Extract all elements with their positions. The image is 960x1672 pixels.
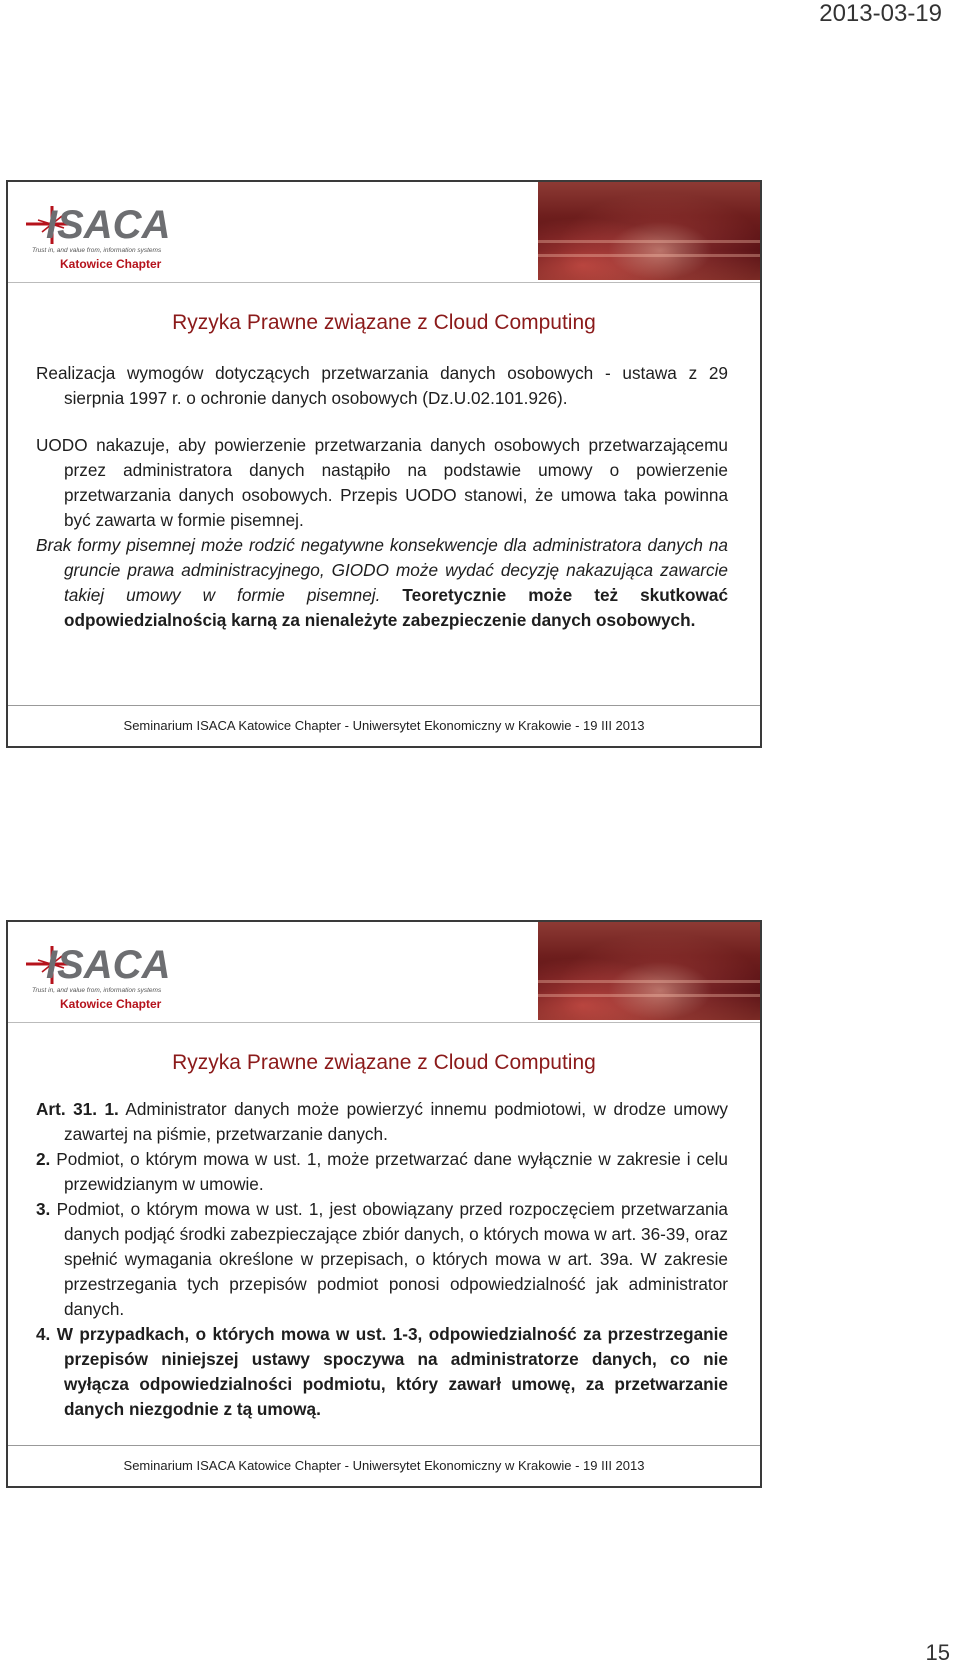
page-date: 2013-03-19	[819, 0, 942, 27]
paragraph-2: UODO nakazuje, aby powierzenie przetwarzania danych osobowych przetwarzającemu przez administratora danych nastąpiło na podstawie umowy o powierzenie przetwarzania danych osobowych. Przepis UODO stanowi, że umowa taka powinna być zawarta w formie pisemnej.	[36, 435, 728, 530]
slide-title: Ryzyka Prawne związane z Cloud Computing	[172, 311, 596, 334]
article-item-1	[36, 1097, 728, 1147]
page-number: 15	[925, 1640, 950, 1665]
isaca-logo	[16, 192, 186, 278]
article-item-number: 4.	[36, 1324, 51, 1344]
article-item-text: W przypadkach, o których mowa w ust. 1-3, odpowiedzialność za przestrzeganie przepisów niniejszej ustawy spoczywa na administratorze danych, co nie wyłącza odpowiedzialności podmiotu, który zawarł umowę, za przetwarzanie danych niezgodnie z tą umową.	[50, 1324, 728, 1419]
paragraph-3-bold: Teoretycznie może też skutkować odpowiedzialnością karną za nienależyte zabezpieczenie danych osobowych.	[64, 585, 729, 630]
paragraph-3	[36, 533, 728, 633]
isaca-logo	[16, 932, 186, 1018]
slide-2	[6, 920, 762, 1488]
article-item-3	[36, 1197, 728, 1322]
article-item-text: Podmiot, o którym mowa w ust. 1, jest obowiązany przed rozpoczęciem przetwarzania danych podjąć środki zabezpieczające zbiór danych, o których mowa w art. 36-39, oraz spełnić wymagania określone w przepisach, o których mowa w art. 39a. W zakresie przestrzegania tych przepisów podmiot ponosi odpowiedzialność jak administrator danych.	[50, 1199, 728, 1319]
article-item-number: 3.	[36, 1199, 51, 1219]
slide-banner	[8, 182, 760, 283]
logo-brand: ISACA	[46, 203, 171, 247]
article-item-text: Administrator danych może powierzyć innemu podmiotowi, w drodze umowy zawartej na piśmie, przetwarzanie danych.	[64, 1099, 728, 1144]
logo-chapter: Katowice Chapter	[60, 997, 162, 1011]
logo-tagline: Trust in, and value from, information systems	[32, 987, 162, 994]
slide-content	[8, 361, 760, 633]
logo-chapter: Katowice Chapter	[60, 257, 162, 271]
article-item-text: Podmiot, o którym mowa w ust. 1, może przetwarzać dane wyłącznie w zakresie i celu przewidzianym w umowie.	[50, 1149, 728, 1194]
header-photo	[538, 182, 760, 280]
paragraph-1: Realizacja wymogów dotyczących przetwarzania danych osobowych - ustawa z 29 sierpnia 1997 r. o ochronie danych osobowych (Dz.U.02.101.926).	[36, 363, 728, 408]
article-item-number: Art. 31. 1.	[36, 1099, 119, 1119]
logo-brand: ISACA	[46, 943, 171, 987]
slide-1	[6, 180, 762, 748]
slide-title: Ryzyka Prawne związane z Cloud Computing	[172, 1051, 596, 1074]
header-photo	[538, 922, 760, 1020]
slide-content	[8, 1097, 760, 1422]
slide-footer: Seminarium ISACA Katowice Chapter - Uniwersytet Ekonomiczny w Krakowie - 19 III 2013	[8, 1445, 760, 1486]
article-item-2	[36, 1147, 728, 1197]
slide-footer: Seminarium ISACA Katowice Chapter - Uniwersytet Ekonomiczny w Krakowie - 19 III 2013	[8, 705, 760, 746]
slide-banner	[8, 922, 760, 1023]
article-item-4	[36, 1322, 728, 1422]
paragraph-3-italic: Brak formy pisemnej może rodzić negatywne konsekwencje dla administratora danych na gruncie prawa administracyjnego, GIODO może wydać decyzję nakazująca zawarcie takiej umowy w formie pisemnej.	[36, 535, 728, 605]
logo-tagline: Trust in, and value from, information systems	[32, 247, 162, 254]
article-item-number: 2.	[36, 1149, 51, 1169]
